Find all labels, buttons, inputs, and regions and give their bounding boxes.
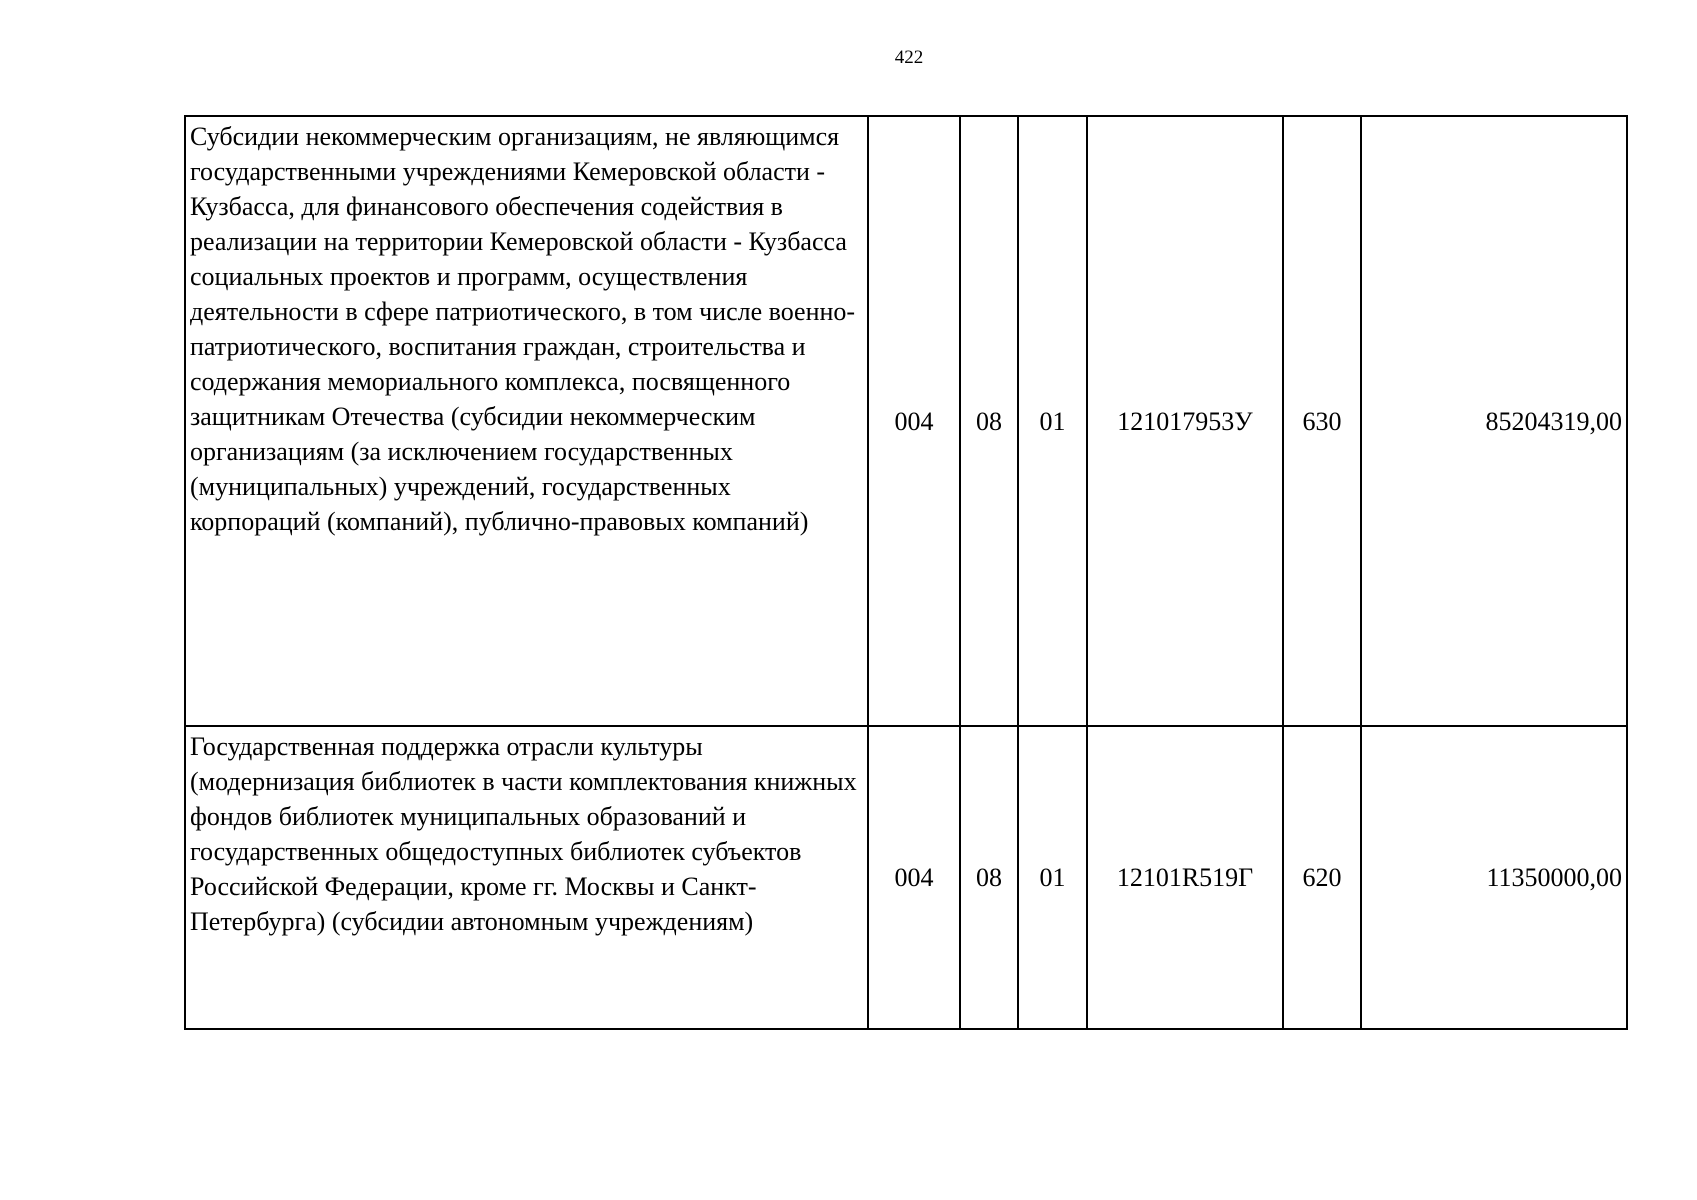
row-expense-type: 620 — [1283, 726, 1361, 1029]
row-description: Субсидии некоммерческим организациям, не являющимся государственными учреждениями Кемеровской области - Кузбасса, для финансового обеспечения содействия в реализации на территории Кемеровской области - Кузбасса социальных проектов и программ, осуществления деятельности в сфере патриотического, в том числе военно-патриотического, воспитания граждан, строительства и содержания мемориального комплекса, посвященного защитникам Отечества (субсидии некоммерческим организациям (за исключением государственных (муниципальных) учреждений, государственных корпораций (компаний), публично-правовых компаний) — [185, 116, 868, 726]
row-expense-type: 630 — [1283, 116, 1361, 726]
row-ministry-code: 004 — [868, 726, 960, 1029]
row-subsection-code: 01 — [1018, 726, 1087, 1029]
table-row — [185, 726, 1627, 1029]
row-subsection-code: 01 — [1018, 116, 1087, 726]
row-target-article: 12101R519Г — [1087, 726, 1283, 1029]
row-description: Государственная поддержка отрасли культуры (модернизация библиотек в части комплектования книжных фондов библиотек муниципальных образований и государственных общедоступных библиотек субъектов Российской Федерации, кроме гг. Москвы и Санкт-Петербурга) (субсидии автономным учреждениям) — [185, 726, 868, 1029]
row-ministry-code: 004 — [868, 116, 960, 726]
row-target-article: 121017953У — [1087, 116, 1283, 726]
row-section-code: 08 — [960, 726, 1018, 1029]
row-amount: 85204319,00 — [1361, 116, 1627, 726]
budget-table — [184, 115, 1628, 1030]
row-amount: 11350000,00 — [1361, 726, 1627, 1029]
table-row — [185, 116, 1627, 726]
page-number: 422 — [894, 47, 924, 68]
row-section-code: 08 — [960, 116, 1018, 726]
